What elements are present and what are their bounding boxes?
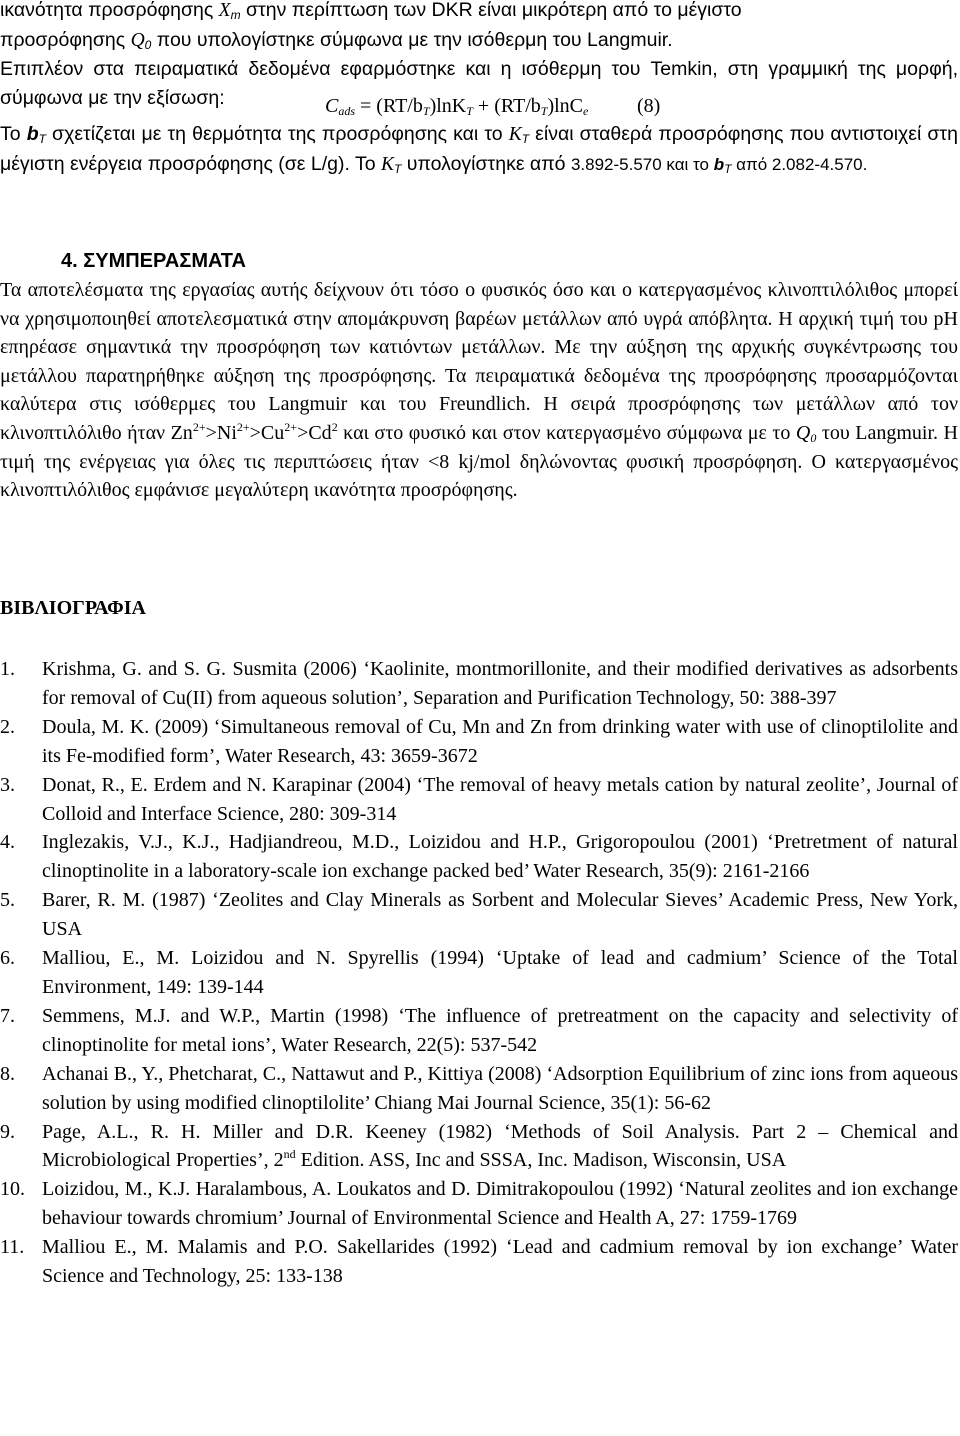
- reference-number: 4.: [0, 831, 15, 854]
- reference-item: [0, 1118, 958, 1176]
- text-run: 3.892-5.570 και το: [570, 154, 714, 174]
- text-run: που υπολογίστηκε σύμφωνα με την ισόθερμη του Langmuir.: [151, 28, 673, 51]
- ion-ni: >Ni: [205, 421, 237, 444]
- reference-item: [0, 655, 958, 713]
- eq-term: )lnK: [429, 95, 467, 117]
- temkin-paragraph: [0, 120, 958, 179]
- reference-item: [0, 713, 958, 771]
- bibliography-heading: ΒΙΒΛΙΟΓΡΑΦΙΑ: [0, 597, 146, 619]
- reference-text: Loizidou, M., K.J. Haralambous, A. Loukatos and D. Dimitrakopoulou (1992) ‘Natural zeolites and ion exchange behaviour towards chromium’ Journal of Environmental Science and Health A, 27: 1759-1769: [42, 1178, 958, 1230]
- ion-cd: >Cd: [297, 421, 332, 444]
- text-run: και στο φυσικό και στον κατεργασμένο σύμφωνα με το: [337, 421, 796, 444]
- reference-number: 11.: [0, 1236, 25, 1259]
- reference-number: 8.: [0, 1062, 15, 1085]
- reference-text: Barer, R. M. (1987) ‘Zeolites and Clay Minerals as Sorbent and Molecular Sieves’ Academic Press, New York, USA: [42, 889, 958, 941]
- subscript: T: [724, 161, 732, 176]
- eq-term: )lnC: [547, 95, 584, 117]
- reference-number: 3.: [0, 773, 15, 796]
- reference-item: [0, 1233, 958, 1291]
- ion-zn: Zn: [170, 421, 193, 444]
- text-run: Τα αποτελέσματα της εργασίας αυτής δείχνουν ότι τόσο ο φυσικός όσο και ο κατεργασμένος κλινοπτιλόλιθος μπορεί να χρησιμοποιηθεί αποτελεσματικά στην απομάκρυνση βαρέων μετάλλων από υγρά απόβλητα. Η αρχική τιμή του pH επηρέασε σημαντικά την προσρόφηση των κατιόντων μετάλλων. Με την αύξηση της αρχικής συγκέντρωσης του μετάλλου παρατηρήθηκε αύξηση της προσρόφησης. Τα πειραματικά δεδομένα της προσρόφησης προσαρμόζονται καλύτερα στις ισόθερμες του Langmuir και του Freundlich. Η σειρά προσρόφησης των μετάλλων από τον κλινοπτιλόλιθο ήταν: [0, 279, 958, 444]
- reference-item: [0, 1060, 958, 1118]
- subscript: T: [466, 104, 473, 118]
- reference-text: Edition. ASS, Inc and SSSA, Inc. Madison, Wisconsin, USA: [295, 1149, 787, 1172]
- reference-text: Semmens, M.J. and W.P., Martin (1998) ‘The influence of pretreatment on the capacity and selectivity of clinoptinolite for metal ions’, Water Research, 22(5): 537-542: [42, 1004, 958, 1056]
- symbol-q0: Q: [130, 29, 145, 51]
- symbol-bt: b: [26, 123, 39, 145]
- reference-text: Achanai B., Y., Phetcharat, C., Nattawut and P., Kittiya (2008) ‘Adsorption Equilibrium of zinc ions from aqueous solution by using modified clinoptilolite’ Chiang Mai Journal Science, 35(1): 56-62: [42, 1062, 958, 1114]
- eq-term: C: [325, 95, 339, 117]
- subscript: e: [583, 104, 589, 118]
- reference-text: Page, A.L., R. H. Miller and D.R. Keeney (1982) ‘Methods of Soil Analysis. Part 2 – Chemical and Microbiological Properties’, 2: [42, 1120, 958, 1172]
- subscript: 0: [144, 37, 152, 52]
- text-run: στην περίπτωση των DKR είναι μικρότερη από το μέγιστο: [240, 0, 742, 21]
- subscript: m: [230, 8, 241, 22]
- superscript: 2+: [192, 419, 206, 434]
- text-run: από 2.082-4.570.: [731, 154, 868, 174]
- text-run: είναι σταθερά προσρόφησης που αντιστοιχεί στη μέγιστη ενέργεια προσρόφησης (σε L/g). Το: [0, 123, 958, 175]
- symbol-kt: K: [508, 124, 522, 145]
- superscript: nd: [283, 1147, 296, 1162]
- reference-text: Malliou E., M. Malamis and P.O. Sakellarides (1992) ‘Lead and cadmium removal by ion exchange’ Water Science and Technology, 25: 133-138: [42, 1236, 958, 1288]
- text-run: υπολογίστηκε από: [401, 152, 571, 175]
- reference-number: 1.: [0, 658, 15, 680]
- conclusions-paragraph: [0, 276, 958, 505]
- superscript: 2+: [284, 419, 298, 434]
- subscript: T: [394, 161, 402, 176]
- text-run: σχετίζεται με τη θερμότητα της προσρόφησης και το: [45, 123, 509, 145]
- reference-item: [0, 1175, 958, 1233]
- subscript: T: [38, 132, 46, 146]
- ion-cu: >Cu: [249, 421, 285, 444]
- reference-item: [0, 944, 958, 1002]
- reference-number: 2.: [0, 715, 15, 738]
- reference-text: Malliou, E., M. Loizidou and N. Spyrellis (1994) ‘Uptake of lead and cadmium’ Science of the Total Environment, 149: 139-144: [42, 947, 958, 998]
- subscript: 0: [810, 430, 817, 445]
- section-heading: 4. ΣΥΜΠΕΡΑΣΜΑΤΑ: [61, 250, 246, 272]
- reference-text: Doula, M. K. (2009) ‘Simultaneous removal of Cu, Mn and Zn from drinking water with use of clinoptilolite and its Fe-modified form’, Water Research, 43: 3659-3672: [42, 715, 958, 767]
- symbol-kt: K: [381, 153, 395, 175]
- reference-number: 10.: [0, 1178, 25, 1201]
- subscript: T: [521, 132, 530, 146]
- subscript: ads: [338, 104, 356, 118]
- text-run: προσρόφησης: [0, 28, 131, 51]
- superscript: 2: [331, 419, 338, 434]
- reference-item: [0, 1002, 958, 1060]
- eq-term: = (RT/b: [355, 95, 423, 117]
- temkin-equation: [325, 95, 588, 118]
- text-run: Το: [0, 123, 27, 145]
- reference-text: Inglezakis, V.J., K.J., Hadjiandreou, M.D., Loizidou and H.P., Grigoropoulou (2001) ‘Pretretment of natural clinoptinolite in a laboratory-scale ion exchange packed bed’ Water Research, 35(9): 2161-2166: [42, 831, 958, 883]
- reference-number: 5.: [0, 889, 15, 912]
- symbol-xm: X: [218, 0, 231, 21]
- superscript: 2+: [236, 419, 250, 434]
- reference-item: [0, 828, 958, 886]
- reference-number: 7.: [0, 1004, 15, 1027]
- symbol-bt: b: [713, 154, 725, 174]
- reference-number: 9.: [0, 1120, 15, 1143]
- reference-text: Krishma, G. and S. G. Susmita (2006) ‘Kaolinite, montmorillonite, and their modified derivatives as adsorbents for removal of Cu(II) from aqueous solution’, Separation and Purification Technology, 50: 388-397: [42, 658, 958, 709]
- text-run: Επιπλέον στα πειραματικά δεδομένα εφαρμόστηκε και η ισόθερμη του Temkin, στη γραμμική της μορφή, σύμφωνα με την εξίσωση:: [0, 58, 958, 109]
- reference-list: [0, 655, 958, 1291]
- symbol-q0: Q: [795, 421, 811, 444]
- eq-term: + (RT/b: [472, 95, 541, 117]
- equation-number: (8): [637, 95, 661, 117]
- subscript: T: [422, 104, 430, 118]
- reference-item: [0, 771, 958, 829]
- reference-text: Donat, R., E. Erdem and N. Karapinar (2004) ‘The removal of heavy metals cation by natural zeolite’, Journal of Colloid and Interface Science, 280: 309-314: [42, 773, 958, 825]
- text-run: ικανότητα προσρόφησης: [0, 0, 219, 21]
- reference-number: 6.: [0, 947, 15, 970]
- reference-item: [0, 886, 958, 944]
- text-run: του Langmuir. Η τιμή της ενέργειας για όλες τις περιπτώσεις ήταν <8 kj/mol δηλώνοντας φυσική προσρόφηση. Ο κατεργασμένος κλινοπτιλόλιθος εμφάνισε μεγαλύτερη ικανότητα προσρόφησης.: [0, 421, 958, 502]
- subscript: T: [540, 104, 548, 118]
